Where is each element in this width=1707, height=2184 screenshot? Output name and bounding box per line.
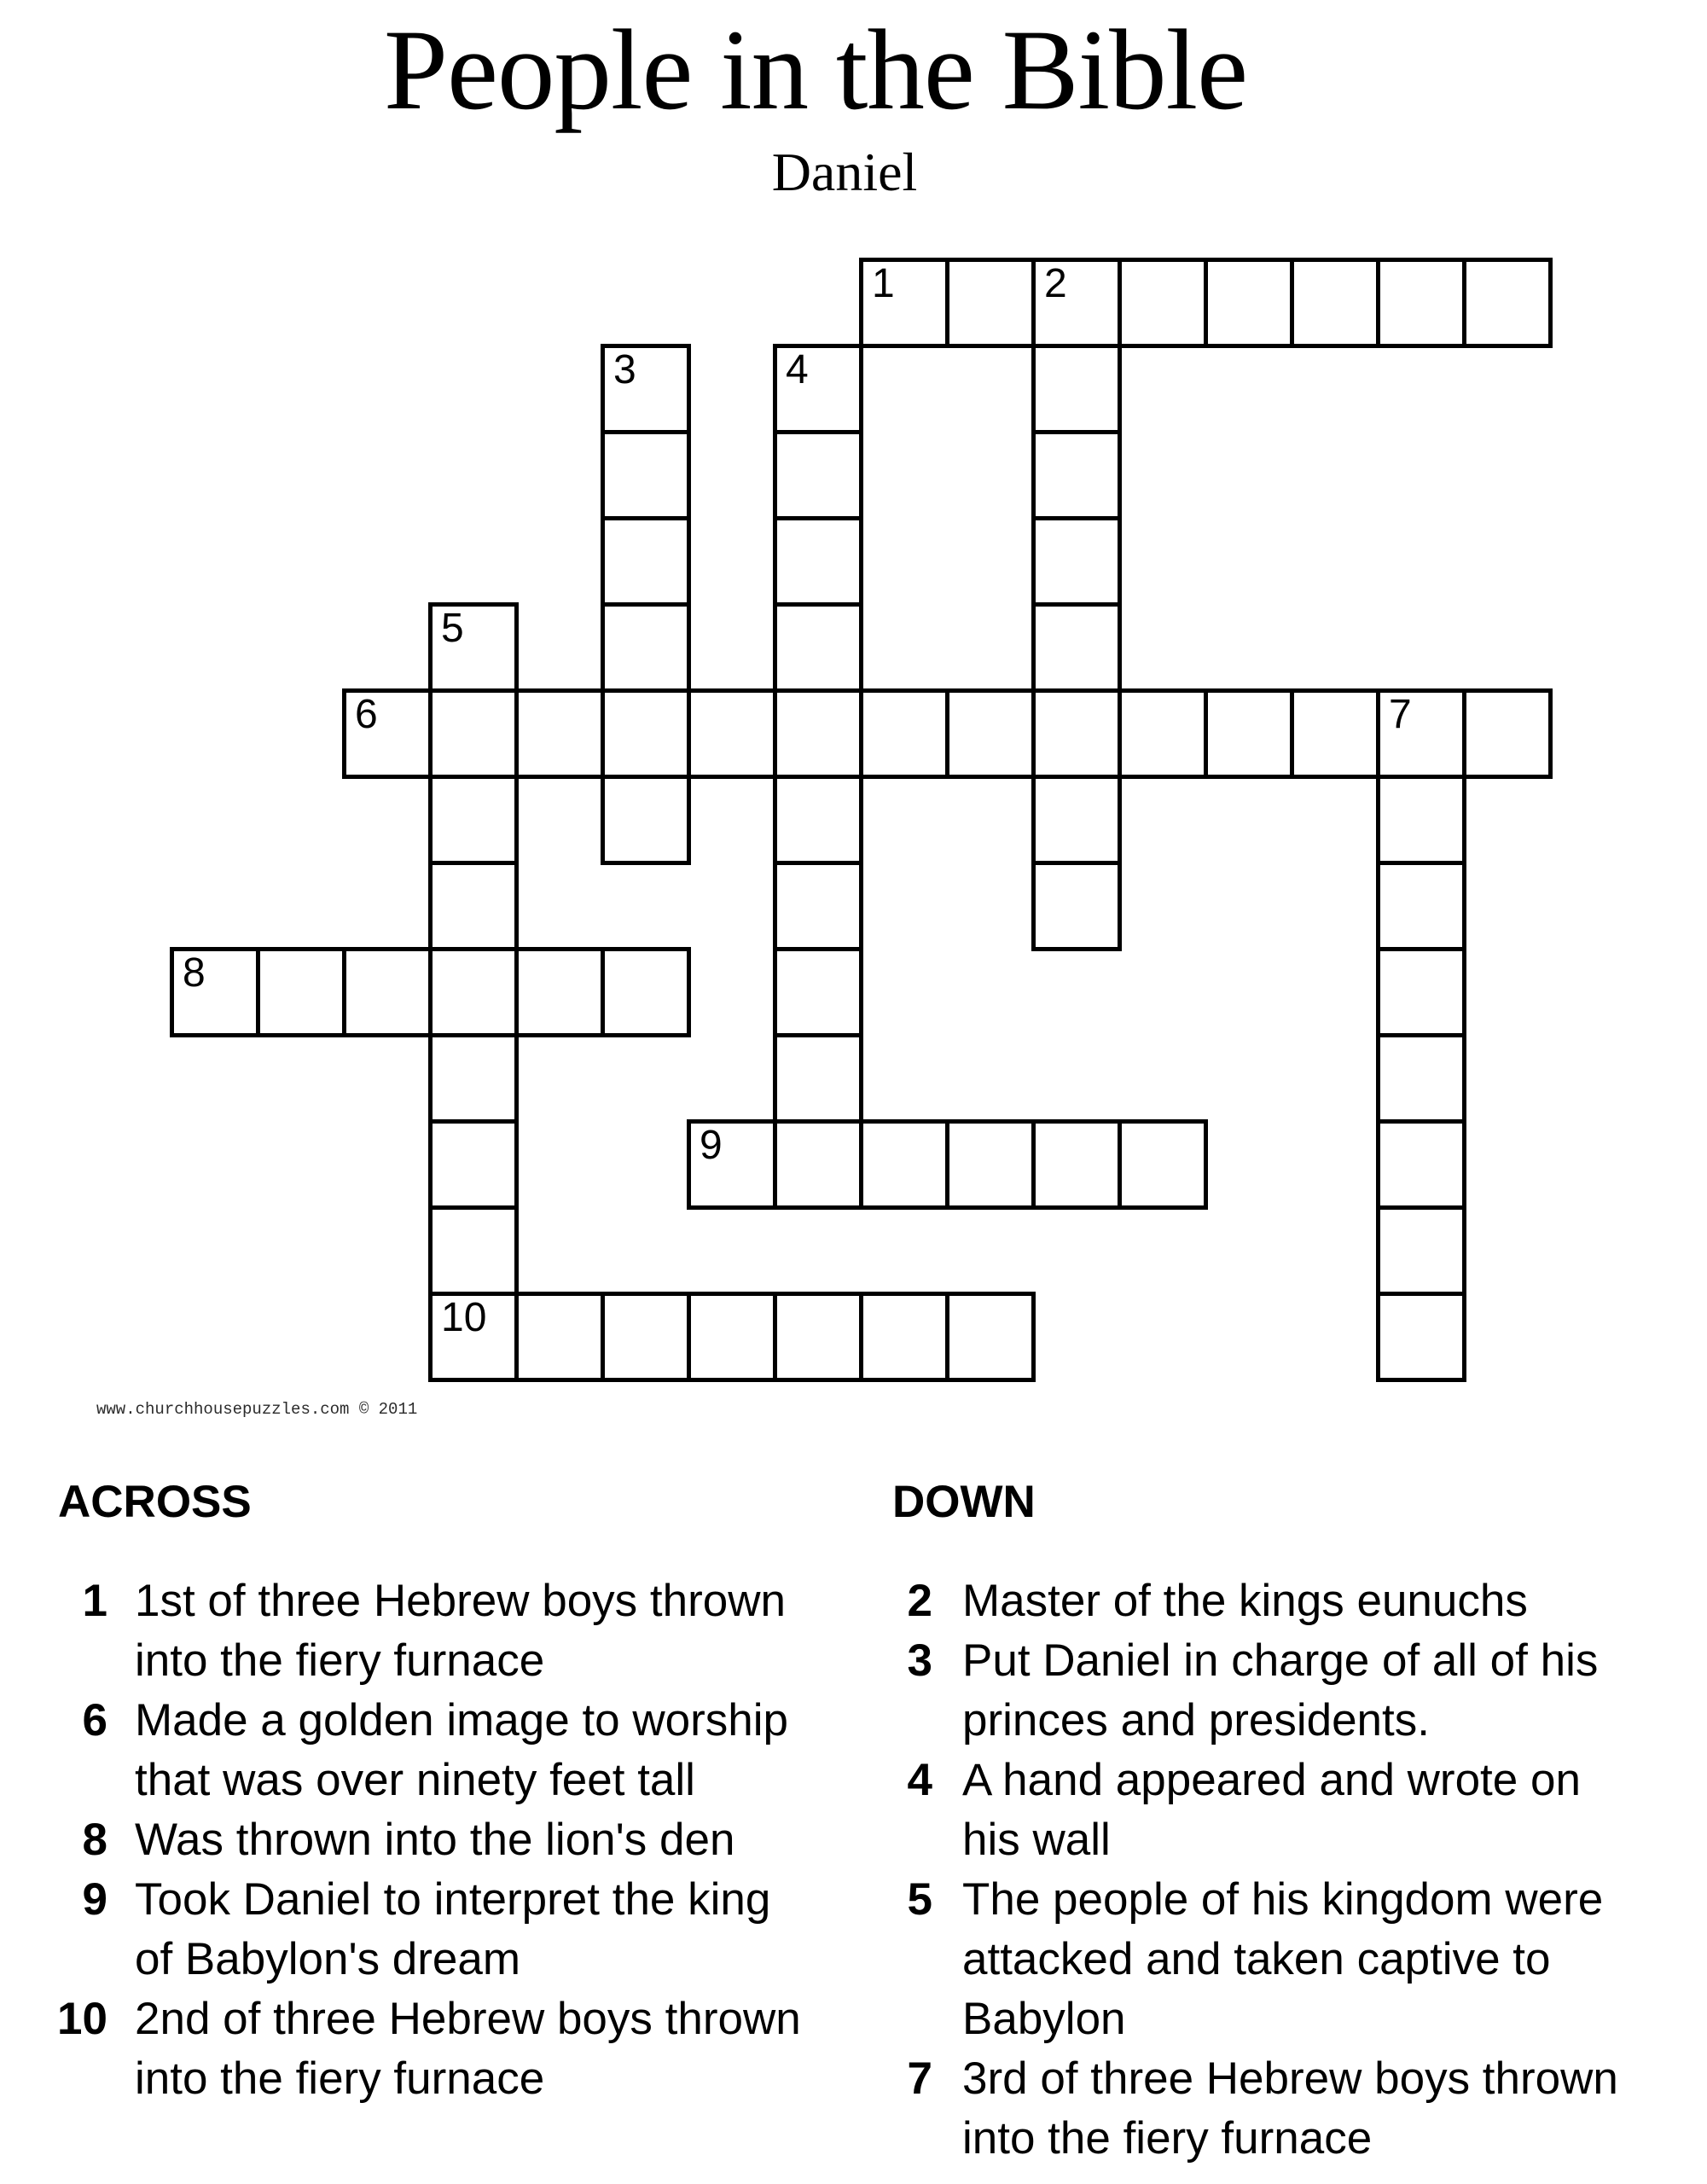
grid-cell <box>428 1292 519 1382</box>
grid-cell <box>773 516 863 607</box>
cell-number: 1 <box>872 261 895 306</box>
clue-number: 1 <box>82 1576 107 1626</box>
grid-cell <box>773 430 863 520</box>
grid-cell <box>342 688 433 779</box>
clue-item <box>859 2049 1636 2169</box>
grid-cell <box>428 602 519 693</box>
clue-number: 2 <box>907 1576 932 1626</box>
grid-cell <box>1031 1119 1122 1210</box>
cell-number: 2 <box>1044 261 1067 306</box>
grid-cell <box>773 861 863 951</box>
copyright-text: www.churchhousepuzzles.com © 2011 <box>96 1400 418 1419</box>
clue-number: 3 <box>907 1635 932 1686</box>
clue-text: The people of his kingdom were attacked and taken captive to Babylon <box>962 1874 1604 2044</box>
grid-cell <box>773 602 863 693</box>
grid-cell <box>1462 688 1553 779</box>
grid-cell <box>1031 344 1122 434</box>
grid-cell <box>1376 1033 1466 1124</box>
across-header: ACROSS <box>58 1477 252 1527</box>
grid-cell <box>773 344 863 434</box>
grid-cell <box>945 1292 1036 1382</box>
grid-cell <box>601 1292 691 1382</box>
clue-item <box>34 1870 813 1989</box>
cell-number: 9 <box>700 1123 723 1168</box>
grid-cell <box>342 947 433 1037</box>
grid-cell <box>859 258 949 348</box>
grid-cell <box>428 1205 519 1296</box>
grid-cell <box>170 947 260 1037</box>
clue-item <box>859 1751 1636 1870</box>
grid-cell <box>1376 1205 1466 1296</box>
clue-text: Master of the kings eunuchs <box>962 1576 1528 1626</box>
grid-cell <box>601 775 691 865</box>
grid-cell <box>514 1292 605 1382</box>
clue-item <box>859 1571 1636 1631</box>
clue-number: 8 <box>82 1815 107 1865</box>
grid-cell <box>514 688 605 779</box>
grid-cell <box>687 1119 777 1210</box>
clue-text: Was thrown into the lion's den <box>135 1815 735 1865</box>
grid-cell <box>601 947 691 1037</box>
grid-cell <box>687 688 777 779</box>
grid-cell <box>428 1119 519 1210</box>
clue-item <box>859 1870 1636 2049</box>
clue-text: 2nd of three Hebrew boys thrown into the fiery furnace <box>135 1994 801 2104</box>
grid-cell <box>1376 1119 1466 1210</box>
grid-cell <box>1031 258 1122 348</box>
cell-number: 5 <box>441 606 464 651</box>
grid-cell <box>428 688 519 779</box>
grid-cell <box>428 775 519 865</box>
grid-cell <box>773 947 863 1037</box>
grid-cell <box>601 344 691 434</box>
across-clue-list <box>34 1571 813 2109</box>
grid-cell <box>1031 516 1122 607</box>
clue-item <box>34 1691 813 1810</box>
clue-text: 3rd of three Hebrew boys thrown into the fiery furnace <box>962 2053 1618 2164</box>
grid-cell <box>1376 1292 1466 1382</box>
grid-cell <box>601 688 691 779</box>
grid-cell <box>945 688 1036 779</box>
clue-item <box>34 1810 813 1870</box>
cell-number: 8 <box>183 950 206 996</box>
grid-cell <box>1376 775 1466 865</box>
grid-cell <box>1031 430 1122 520</box>
clue-number: 5 <box>907 1874 932 1925</box>
grid-cell <box>601 516 691 607</box>
grid-cell <box>601 602 691 693</box>
grid-cell <box>773 688 863 779</box>
grid-cell <box>1376 861 1466 951</box>
cell-number: 7 <box>1389 692 1412 737</box>
clue-text: Put Daniel in charge of all of his princes and presidents. <box>962 1635 1599 1745</box>
grid-cell <box>687 1292 777 1382</box>
clue-number: 6 <box>82 1695 107 1745</box>
grid-cell <box>773 1292 863 1382</box>
grid-cell <box>859 688 949 779</box>
down-header: DOWN <box>892 1477 1036 1527</box>
grid-cell <box>1290 688 1380 779</box>
clue-item <box>34 1571 813 1691</box>
clue-text: Took Daniel to interpret the king of Babylon's dream <box>135 1874 771 1984</box>
clue-number: 4 <box>907 1755 932 1805</box>
clue-item <box>34 1989 813 2109</box>
grid-cell <box>859 1119 949 1210</box>
grid-cell <box>945 1119 1036 1210</box>
clue-number: 7 <box>907 2053 932 2104</box>
clue-number: 9 <box>82 1874 107 1925</box>
grid-cell <box>1204 688 1294 779</box>
page-subtitle: Daniel <box>771 142 918 202</box>
grid-cell <box>1376 947 1466 1037</box>
grid-cell <box>428 861 519 951</box>
grid-cell <box>945 258 1036 348</box>
grid-cell <box>1118 1119 1208 1210</box>
grid-cell <box>1031 688 1122 779</box>
clue-number: 10 <box>57 1994 107 2044</box>
grid-cell <box>773 775 863 865</box>
grid-cell <box>514 947 605 1037</box>
grid-cell <box>859 1292 949 1382</box>
grid-cell <box>601 430 691 520</box>
cell-number: 10 <box>441 1295 487 1340</box>
clue-text: Made a golden image to worship that was over ninety feet tall <box>135 1695 789 1805</box>
clue-text: 1st of three Hebrew boys thrown into the fiery furnace <box>135 1576 786 1686</box>
grid-cell <box>428 1033 519 1124</box>
cell-number: 4 <box>786 347 809 392</box>
grid-cell <box>1204 258 1294 348</box>
grid-cell <box>256 947 346 1037</box>
grid-cell <box>1031 861 1122 951</box>
cell-number: 6 <box>355 692 378 737</box>
grid-cell <box>1031 775 1122 865</box>
page-title: People in the Bible <box>383 7 1248 134</box>
clue-text: A hand appeared and wrote on his wall <box>962 1755 1581 1865</box>
grid-cell <box>1031 602 1122 693</box>
clue-item <box>859 1631 1636 1751</box>
grid-cell <box>428 947 519 1037</box>
grid-cell <box>773 1119 863 1210</box>
grid-cell <box>1118 688 1208 779</box>
grid-cell <box>1376 258 1466 348</box>
grid-cell <box>1376 688 1466 779</box>
grid-cell <box>773 1033 863 1124</box>
grid-cell <box>1290 258 1380 348</box>
down-clue-list <box>859 1571 1636 2169</box>
cell-number: 3 <box>613 347 636 392</box>
grid-cell <box>1462 258 1553 348</box>
grid-cell <box>1118 258 1208 348</box>
